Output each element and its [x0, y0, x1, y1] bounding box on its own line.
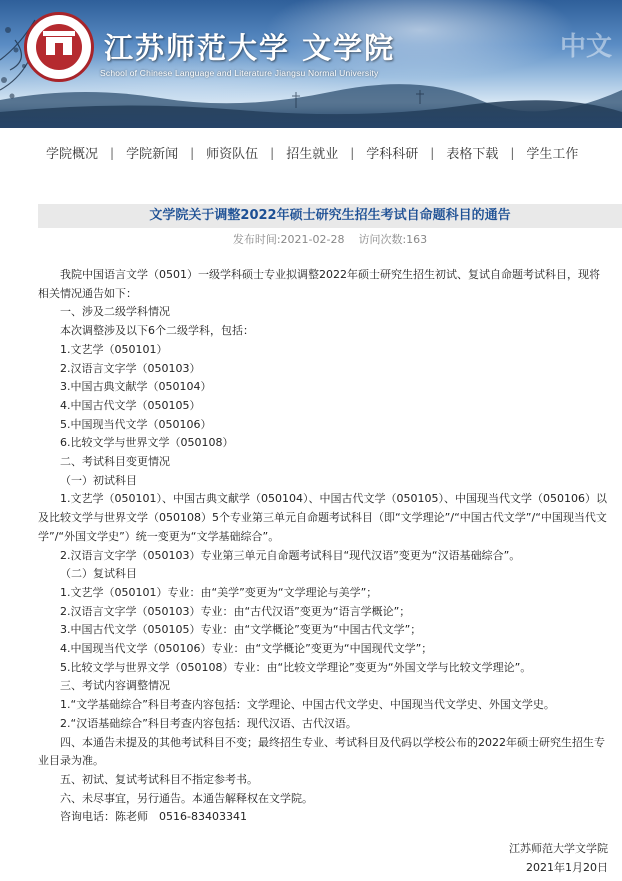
article-body — [38, 266, 610, 827]
paragraph: 1.文艺学（050101）专业：由“美学”变更为“文学理论与美学”； — [60, 585, 378, 599]
paragraph: 二、考试科目变更情况 — [60, 455, 170, 469]
site-title-en: School of Chinese Language and Literature Jiangsu Normal University — [100, 68, 379, 78]
nav-separator: | — [350, 145, 355, 160]
paragraph: （二）复试科目 — [60, 567, 137, 581]
paragraph: 三、考试内容调整情况 — [60, 679, 170, 693]
paragraph: 4.中国现当代文学（050106）专业：由“文学概论”变更为“中国现代文学”； — [60, 642, 433, 656]
nav-separator: | — [110, 145, 115, 160]
publish-date: 发布时间:2021-02-28 — [232, 233, 345, 246]
nav-item-admissions[interactable]: 招生就业 | — [286, 145, 355, 162]
paragraph: 六、未尽事宜，另行通告。本通告解释权在文学院。 — [60, 791, 313, 805]
site-title-cn: 江苏师范大学 文学院 — [104, 31, 396, 65]
nav-separator: | — [430, 145, 435, 160]
paragraph: 五、初试、复试考试科目不指定参考书。 — [60, 772, 258, 786]
nav-item-faculty[interactable]: 师资队伍 | — [206, 145, 275, 162]
paragraph: 3.中国古典文献学（050104） — [60, 380, 212, 394]
main-nav — [0, 128, 622, 174]
paragraph: 我院中国语言文学（0501）一级学科硕士专业拟调整2022年硕士研究生招生初试、复试自命题考试科目，现将相关情况通告如下： — [38, 268, 600, 300]
article-signature — [509, 839, 608, 877]
paragraph: 1.文艺学（050101）、中国古典文献学（050104）、中国古代文学（050105）、中国现当代文学（050106）以及比较文学与世界文学（050108）5个专业第三单元自命题考试科目（即“文学理论”/“中国古代文学”/“中国现当代文学”/“外国文学史”）统一变更为“文学基础综合”。 — [38, 492, 607, 543]
nav-item-research[interactable]: 学科科研 | — [366, 145, 435, 162]
nav-item-news[interactable]: 学院新闻 | — [126, 145, 195, 162]
signature-org: 江苏师范大学文学院 — [509, 842, 608, 855]
nav-separator: | — [190, 145, 195, 160]
nav-item-students[interactable]: 学生工作 — [526, 147, 579, 162]
view-count: 访问次数:163 — [358, 233, 428, 246]
paragraph: 5.中国现当代文学（050106） — [60, 417, 212, 431]
paragraph: 2.汉语言文字学（050103）专业：由“古代汉语”变更为“语言学概论”； — [60, 604, 411, 618]
paragraph: 2.“汉语基础综合”科目考查内容包括：现代汉语、古代汉语。 — [60, 716, 357, 730]
paragraph: 3.中国古代文学（050105）专业：由“文学概论”变更为“中国古代文学”； — [60, 623, 422, 637]
nav-separator: | — [270, 145, 275, 160]
paragraph: 1.文艺学（050101） — [60, 342, 168, 356]
nav-item-about[interactable]: 学院概况 | — [46, 145, 115, 162]
article — [38, 204, 622, 881]
paragraph: （一）初试科目 — [60, 473, 137, 487]
paragraph: 本次调整涉及以下6个二级学科，包括： — [60, 324, 254, 338]
nav-separator: | — [510, 145, 515, 160]
paragraph: 4.中国古代文学（050105） — [60, 398, 201, 412]
paragraph: 2.汉语言文字学（050103）专业第三单元自命题考试科目“现代汉语”变更为“汉语基础综合”。 — [60, 548, 521, 562]
paragraph: 2.汉语言文字学（050103） — [60, 361, 201, 375]
paragraph: 5.比较文学与世界文学（050108）专业：由“比较文学理论”变更为“外国文学与比较文学理论”。 — [60, 660, 532, 674]
paragraph: 咨询电话：陈老师 0516-83403341 — [60, 810, 247, 824]
article-title: 文学院关于调整2022年硕士研究生招生考试自命题科目的通告 — [38, 204, 622, 228]
paragraph: 一、涉及二级学科情况 — [60, 305, 170, 319]
banner-watermark: 中文 — [560, 32, 613, 62]
paragraph: 6.比较文学与世界文学（050108） — [60, 436, 234, 450]
signature-date: 2021年1月20日 — [526, 861, 608, 874]
paragraph: 1.“文学基础综合”科目考查内容包括：文学理论、中国古代文学史、中国现当代文学史、外国文学史。 — [60, 698, 555, 712]
university-logo — [24, 12, 94, 82]
nav-item-downloads[interactable]: 表格下载 | — [446, 145, 515, 162]
paragraph: 四、本通告未提及的其他考试科目不变；最终招生专业、考试科目及代码以学校公布的2022年硕士研究生招生专业目录为准。 — [38, 735, 605, 768]
header-banner — [0, 0, 622, 128]
article-meta — [38, 231, 622, 247]
